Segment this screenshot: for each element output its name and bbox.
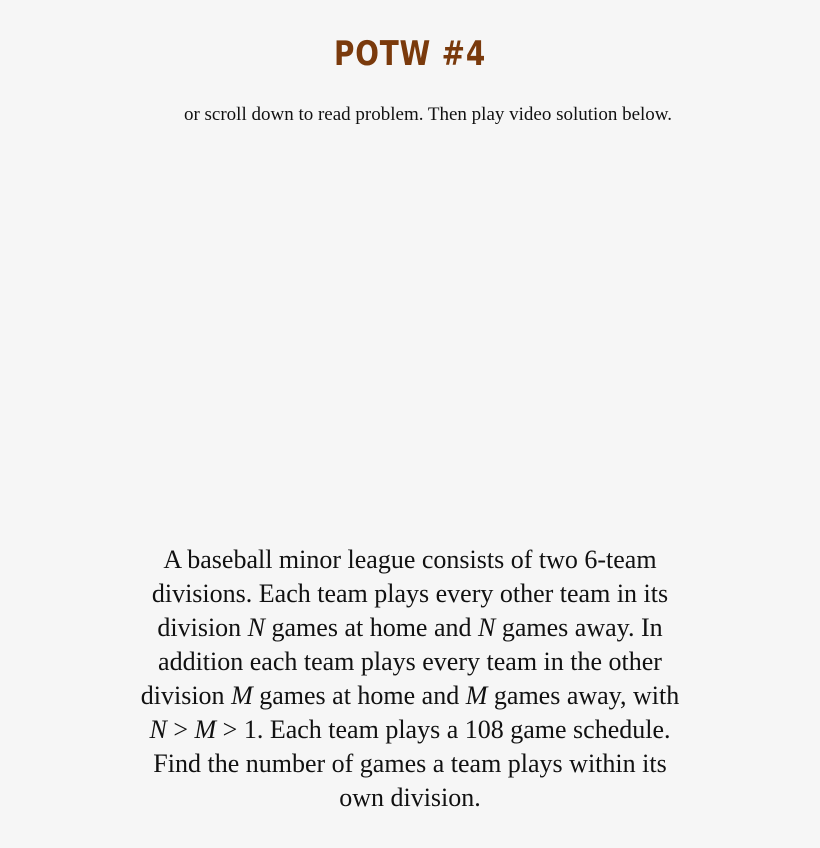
problem-line [0, 713, 820, 747]
text-segment: games away, with [487, 681, 680, 710]
text-segment: Find the number of games a team plays within its [153, 749, 667, 778]
text-segment: > [166, 715, 195, 744]
variable: M [231, 681, 253, 710]
problem-line [0, 543, 820, 577]
problem-line [0, 679, 820, 713]
problem-line [0, 577, 820, 611]
text-segment: divisions. Each team plays every other team in its [151, 579, 669, 608]
text-segment: games away. In [495, 613, 663, 642]
page-title: POTW #4 [333, 34, 487, 74]
text-segment: > 1. Each team plays a 108 game schedule. [216, 715, 671, 744]
text-segment: division [157, 613, 248, 642]
variable: N [478, 613, 496, 642]
variable: M [465, 681, 488, 710]
problem-line [0, 747, 820, 781]
variable: N [149, 715, 167, 744]
text-segment: A baseball minor league consists of two 6-team [163, 545, 657, 574]
text-segment: addition each team plays every team in the other [158, 647, 662, 676]
problem-line [0, 611, 820, 645]
text-segment: games at home and [252, 681, 466, 710]
problem-line [0, 645, 820, 679]
problem-statement [0, 543, 820, 815]
instructions-text: or scroll down to read problem. Then play video solution below. [183, 104, 673, 125]
variable: M [194, 715, 217, 744]
problem-line [0, 781, 820, 815]
variable: N [247, 613, 266, 642]
text-segment: games at home and [265, 613, 479, 642]
text-segment: own division. [339, 783, 481, 812]
text-segment: division [140, 681, 232, 710]
